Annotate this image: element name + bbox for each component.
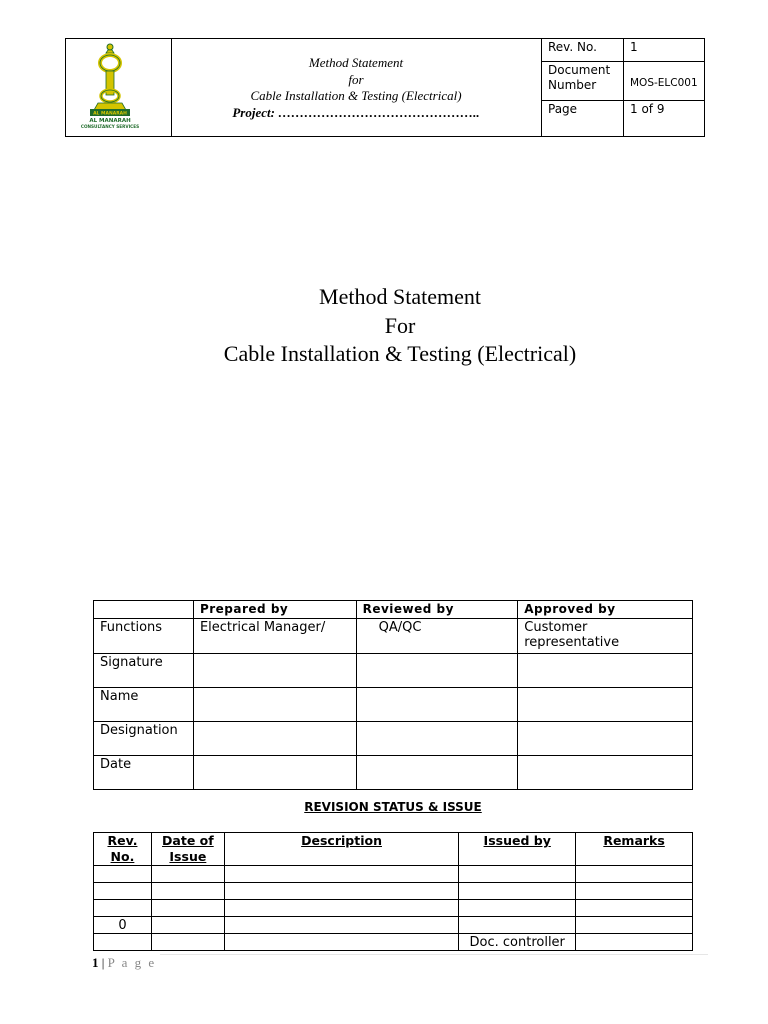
meta-page: Page 1 of 9 <box>542 101 704 136</box>
approval-table <box>93 600 693 790</box>
meta-rev-no: Rev. No. 1 <box>542 39 704 62</box>
main-title-line1: Method Statement <box>319 284 481 309</box>
table-row <box>94 883 693 900</box>
approved-by-header: Approved by <box>518 601 693 619</box>
page-footer <box>92 955 156 971</box>
svg-text:AL MANARAH: AL MANARAH <box>89 118 131 124</box>
main-title-line2: For <box>384 312 416 338</box>
revision-heading: REVISION STATUS & ISSUE <box>304 800 482 814</box>
header-title <box>171 39 542 136</box>
table-row <box>94 900 693 917</box>
header-title-line3: Cable Installation & Testing (Electrical) <box>250 88 462 103</box>
header-project: Project: ……………………………………….. <box>232 104 480 120</box>
header-title-line1: Method Statement <box>308 55 404 70</box>
header-title-line2: for <box>348 71 364 87</box>
document-header <box>65 38 705 137</box>
header-meta <box>542 39 704 136</box>
footer-divider <box>160 954 708 955</box>
table-row: Functions Electrical Manager/ QA/QC Customer representative <box>94 619 693 654</box>
approval-header-row <box>94 601 693 619</box>
svg-text:AL MANARAH: AL MANARAH <box>93 111 127 117</box>
revision-table <box>93 832 693 951</box>
main-title <box>0 283 768 369</box>
table-row: Designation <box>94 722 693 756</box>
revision-header-row: Rev. No. Date of Issue Description Issued by Remarks <box>94 833 693 866</box>
table-row: Date <box>94 756 693 790</box>
reviewed-by-header: Reviewed by <box>356 601 518 619</box>
svg-text:CONSULTANCY SERVICES: CONSULTANCY SERVICES <box>80 124 140 129</box>
table-row: Name <box>94 688 693 722</box>
table-row: Signature <box>94 654 693 688</box>
prepared-by-header: Prepared by <box>193 601 356 619</box>
company-logo <box>66 39 172 136</box>
table-row: 0 <box>94 917 693 934</box>
table-row <box>94 866 693 883</box>
page-number: 1 <box>92 955 99 970</box>
table-row: Doc. controller <box>94 934 693 951</box>
page-label: P a g e <box>107 955 157 970</box>
meta-document-number: Document Number MOS-ELC001 <box>542 62 704 101</box>
logo-emblem-icon <box>66 39 171 136</box>
footer-separator: | <box>101 955 105 970</box>
main-title-line3: Cable Installation & Testing (Electrical) <box>223 341 577 366</box>
